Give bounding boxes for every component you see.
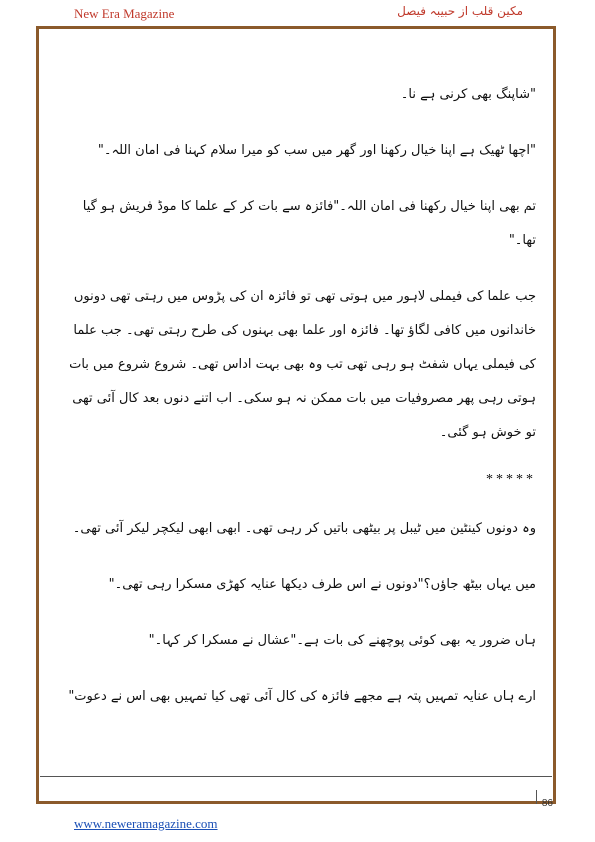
magazine-name: New Era Magazine xyxy=(74,6,175,21)
paragraph-6: میں یہاں بیٹھ جاؤں؟"دونوں نے اس طرف دیکھا عنایہ کھڑی مسکرا رہی تھی۔" xyxy=(108,577,536,592)
paragraph-4: جب علما کی فیملی لاہور میں ہوتی تھی تو فائزہ ان کی پڑوس میں رہتی تھی دونوں خاندانوں میں کافی لگاؤ تھا۔ فائزہ اور علما بھی بہنوں کی طرح رہتی تھی۔ جب علما کی فیملی یہاں شفٹ ہو رہی تھی تب وہ بھی بہت اداس تھی۔ شروع شروع میں بات ہوتی رہی پھر مصروفیات میں بات ممکن نہ ہو سکی۔ اب اتنے دنوں بعد کال آئی تھی تو خوش ہو گئی۔ xyxy=(69,289,536,440)
paragraph-5: وہ دونوں کینٹین میں ٹیبل پر بیٹھی باتیں کر رہی تھی۔ ابھی ابھی لیکچر لیکر آئی تھی۔ xyxy=(72,521,536,536)
website-link[interactable]: www.neweramagazine.com xyxy=(74,816,218,831)
footer-rule xyxy=(40,776,552,777)
section-separator: ***** xyxy=(486,472,536,487)
paragraph-8: ارے ہاں عنایہ تمہیں پتہ ہے مجھے فائزہ کی کال آئی تھی کیا تمہیں بھی اس نے دعوت" xyxy=(68,689,536,704)
story-body xyxy=(58,78,536,736)
paragraph-7: ہاں ضرور یہ بھی کوئی پوچھنے کی بات ہے۔"عشال نے مسکرا کر کہا۔" xyxy=(148,633,536,648)
story-title: مکین قلب از حبیبہ فیصل xyxy=(397,4,523,18)
paragraph-3: تم بھی اپنا خیال رکھنا فی امان اللہ۔"فائزہ سے بات کر کے علما کا موڈ فریش ہو گیا تھا۔" xyxy=(82,199,536,248)
paragraph-1: "شاپنگ بھی کرنی ہے نا۔ xyxy=(400,87,536,102)
page-number: 86 xyxy=(541,798,553,809)
paragraph-2: "اچھا ٹھیک ہے اپنا خیال رکھنا اور گھر میں سب کو میرا سلام کہنا فی امان اللہ۔" xyxy=(97,143,536,158)
